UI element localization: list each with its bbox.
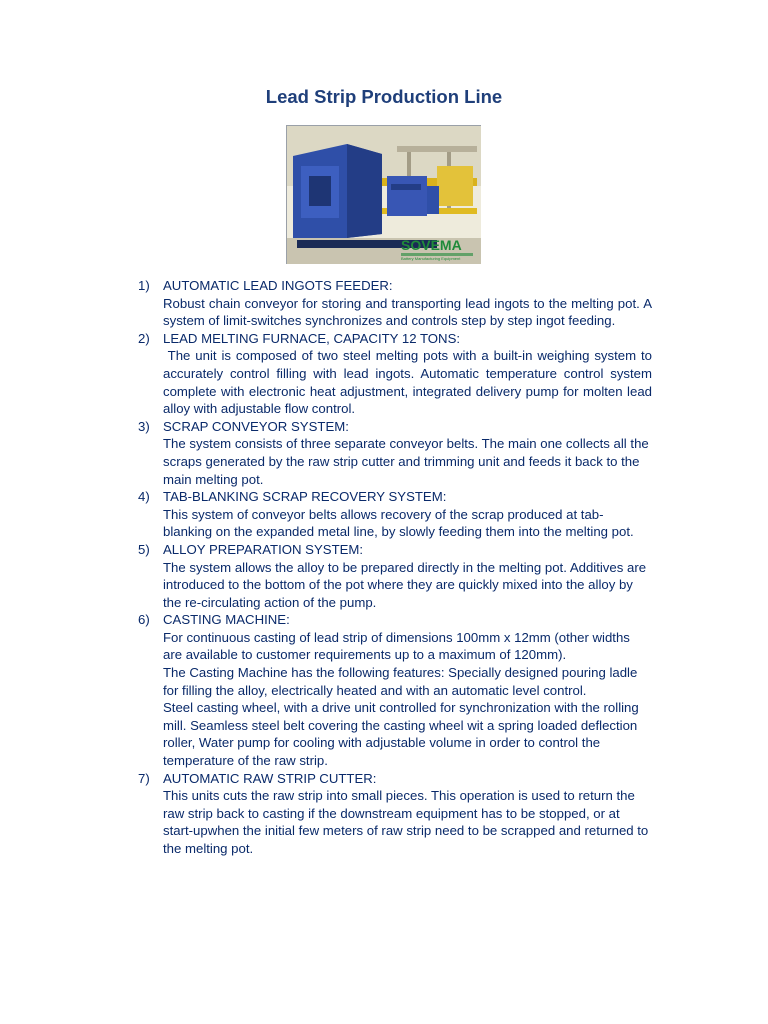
item-heading: AUTOMATIC RAW STRIP CUTTER: — [163, 770, 377, 786]
item-paragraph: The system consists of three separate conveyor belts. The main one collects all the scraps generated by the raw strip cutter and trimming unit and feeds it back to the main melting pot. — [163, 436, 649, 487]
item-number: 2) — [138, 330, 150, 346]
item-number: 3) — [138, 418, 150, 434]
item-heading: AUTOMATIC LEAD INGOTS FEEDER: — [163, 278, 393, 293]
item-paragraph: The unit is composed of two steel melting pots with a built-in weighing system to accurately control filling with lead ingots. Automatic temperature control system complete with electronic heat adjustment, integrated delivery pump for molten lead alloy with adjustable flow control. — [163, 348, 652, 417]
item-number: 1) — [138, 278, 150, 293]
list-item — [138, 770, 652, 858]
item-number: 7) — [138, 770, 150, 786]
page-title: Lead Strip Production Line — [265, 86, 503, 107]
production-line-illustration — [287, 126, 481, 264]
item-paragraph: The system allows the alloy to be prepared directly in the melting pot. Additives are introduced to the bottom of the pot where they are quickly mixed into the alloy by the re-circulating action of the pump. — [163, 559, 647, 610]
list-item — [138, 418, 652, 488]
list-item — [138, 488, 652, 541]
list-item — [138, 611, 652, 769]
item-number: 4) — [138, 489, 150, 505]
sovema-tagline: Battery Manufacturing Equipment — [401, 256, 461, 261]
item-number: 6) — [138, 612, 150, 628]
item-paragraph: This units cuts the raw strip into small pieces. This operation is used to return the raw strip back to casting if the downstream equipment has to be stopped, or at start-upwhen the initial few meters of raw strip need to be scrapped and returned to the melting pot. — [163, 788, 649, 856]
item-heading: LEAD MELTING FURNACE, CAPACITY 12 TONS: — [163, 330, 461, 346]
feature-list — [138, 277, 652, 858]
sovema-logo: SOVEMA — [401, 237, 462, 253]
item-heading: CASTING MACHINE: — [163, 612, 290, 628]
machine-photo — [286, 125, 481, 264]
item-paragraph: The Casting Machine has the following features: Specially designed pouring ladle for filling the alloy, electrically heated and with an automatic level control. — [163, 665, 638, 698]
item-paragraph: Robust chain conveyor for storing and transporting lead ingots to the melting pot. A system of limit-switches synchronizes and controls step by step ingot feeding. — [163, 295, 652, 329]
item-paragraph: For continuous casting of lead strip of dimensions 100mm x 12mm (other widths are available to customer requirements up to a maximum of 120mm). — [163, 629, 630, 663]
item-paragraph: Steel casting wheel, with a drive unit controlled for synchronization with the rolling mill. Seamless steel belt covering the casting wheel wit a spring loaded deflection roller, Water pump for cooling with adjustable volume in order to control the temperature of the raw strip. — [163, 700, 639, 769]
item-heading: SCRAP CONVEYOR SYSTEM: — [163, 418, 349, 434]
item-number: 5) — [138, 541, 150, 557]
list-item — [138, 541, 652, 611]
list-item — [138, 330, 652, 418]
list-item — [138, 277, 652, 330]
item-paragraph: This system of conveyor belts allows recovery of the scrap produced at tab-blanking on the expanded metal line, by slowly feeding them into the melting pot. — [163, 506, 634, 540]
item-heading: ALLOY PREPARATION SYSTEM: — [163, 541, 364, 557]
item-heading: TAB-BLANKING SCRAP RECOVERY SYSTEM: — [163, 489, 447, 505]
